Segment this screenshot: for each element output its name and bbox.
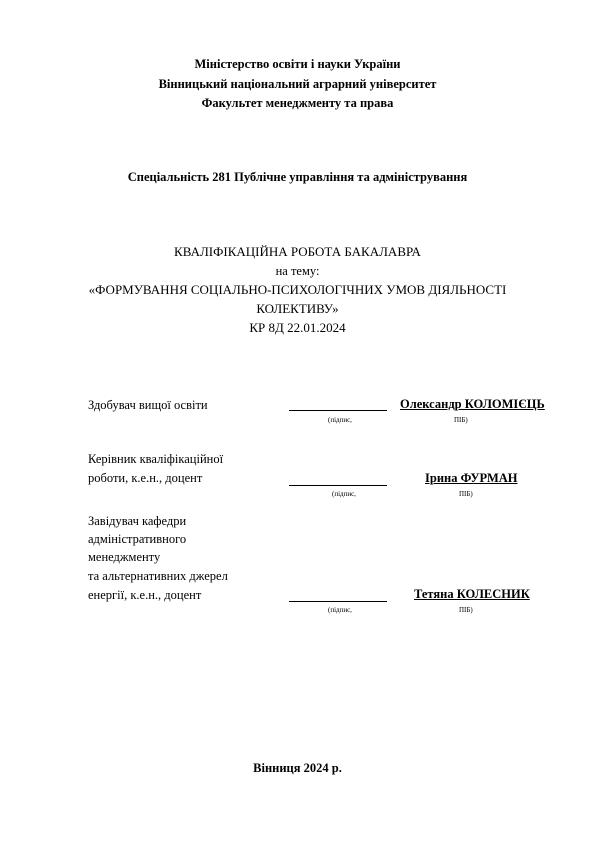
signature-caption: (підпис,: [332, 490, 356, 498]
role-label: енергії, к.е.н., доцент: [88, 588, 202, 602]
role-label: та альтернативних джерел: [88, 569, 228, 583]
role-label: адміністративного: [88, 532, 187, 546]
name-caption: ПІБ): [459, 606, 473, 614]
role-label: Керівник кваліфікаційної: [88, 452, 224, 466]
name-caption: ПІБ): [459, 490, 473, 498]
topic-title-line-2: КОЛЕКТИВУ»: [256, 301, 339, 316]
work-type: КВАЛІФІКАЦІЙНА РОБОТА БАКАЛАВРА: [174, 244, 421, 259]
university-name: Вінницький національний аграрний університет: [158, 77, 437, 91]
signer-name: Тетяна КОЛЕСНИК: [414, 587, 530, 601]
role-label: Завідувач кафедри: [88, 514, 187, 528]
signature-caption: (підпис,: [328, 606, 352, 614]
work-code: КР 8Д 22.01.2024: [249, 320, 346, 335]
signature-line: [289, 601, 387, 602]
role-label: роботи, к.е.н., доцент: [88, 471, 203, 485]
signer-name: Олександр КОЛОМІЄЦЬ: [400, 397, 545, 411]
faculty-name: Факультет менеджменту та права: [201, 96, 394, 110]
signature-line: [289, 485, 387, 486]
ministry-name: Міністерство освіти і науки України: [194, 57, 401, 71]
topic-title-line-1: «ФОРМУВАННЯ СОЦІАЛЬНО-ПСИХОЛОГІЧНИХ УМОВ ДІЯЛЬНОСТІ: [88, 282, 507, 297]
signer-name: Ірина ФУРМАН: [425, 471, 518, 485]
specialty: Спеціальність 281 Публічне управління та адміністрування: [127, 170, 468, 184]
on-topic-label: на тему:: [275, 264, 320, 278]
role-label: менеджменту: [88, 550, 161, 564]
role-label: Здобувач вищої освіти: [88, 398, 208, 412]
city-year: Вінниця 2024 р.: [253, 761, 342, 775]
signature-line: [289, 410, 387, 411]
name-caption: ПІБ): [454, 416, 468, 424]
signature-caption: (підпис,: [328, 416, 352, 424]
